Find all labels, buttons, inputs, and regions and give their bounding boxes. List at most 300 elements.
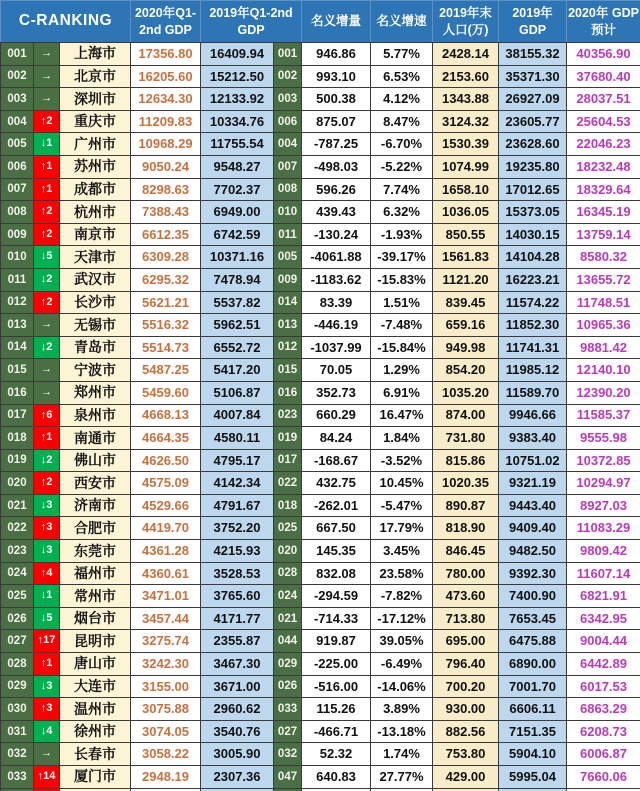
nominal-increment-cell: 352.73 xyxy=(302,381,371,404)
rank-2019-cell: 020 xyxy=(274,540,302,563)
header-nominal-increment: 名义增量 xyxy=(302,1,371,43)
nominal-growth-cell: 1.51% xyxy=(371,291,433,314)
gdp-2020-forecast-cell: 6342.95 xyxy=(567,607,640,630)
rank-2019-cell: 006 xyxy=(274,110,302,133)
nominal-growth-cell: 1.29% xyxy=(371,359,433,382)
nominal-increment-cell: 432.75 xyxy=(302,472,371,495)
gdp-2019-cell: 9443.40 xyxy=(499,494,567,517)
population-cell: 854.20 xyxy=(433,359,499,382)
gdp-2020q-cell: 5487.25 xyxy=(131,359,201,382)
gdp-2020-forecast-cell: 11083.29 xyxy=(567,517,640,540)
gdp-2019-cell: 9392.30 xyxy=(499,562,567,585)
rank-change-cell: ↑2 xyxy=(34,223,60,246)
gdp-2019-cell: 9321.19 xyxy=(499,472,567,495)
gdp-2020q-cell: 3058.22 xyxy=(131,743,201,766)
nominal-growth-cell: 17.79% xyxy=(371,517,433,540)
gdp-2019-cell: 9946.66 xyxy=(499,404,567,427)
city-name-cell: 苏州市 xyxy=(60,155,131,178)
rank-2019-cell: 002 xyxy=(274,65,302,88)
rank-2020-cell: 030 xyxy=(1,698,34,721)
gdp-2020-forecast-cell: 22046.23 xyxy=(567,133,640,156)
table-row xyxy=(1,246,640,269)
nominal-growth-cell: -13.18% xyxy=(371,720,433,743)
city-name-cell: 宁波市 xyxy=(60,359,131,382)
rank-2019-cell: 009 xyxy=(274,268,302,291)
gdp-2020q-cell: 7388.43 xyxy=(131,201,201,224)
rank-2019-cell: 026 xyxy=(274,675,302,698)
rank-2020-cell: 016 xyxy=(1,381,34,404)
nominal-increment-cell: 145.35 xyxy=(302,540,371,563)
city-name-cell: 西安市 xyxy=(60,472,131,495)
rank-2019-cell: 019 xyxy=(274,427,302,450)
gdp-2019q-cell: 6552.72 xyxy=(201,336,274,359)
gdp-2020q-cell: 5516.32 xyxy=(131,314,201,337)
rank-2020-cell: 032 xyxy=(1,743,34,766)
gdp-2020q-cell: 4419.70 xyxy=(131,517,201,540)
gdp-2019q-cell: 3467.30 xyxy=(201,653,274,676)
nominal-growth-cell: 27.77% xyxy=(371,766,433,789)
nominal-increment-cell: 919.87 xyxy=(302,630,371,653)
population-cell: 659.16 xyxy=(433,314,499,337)
rank-2019-cell: 013 xyxy=(274,314,302,337)
rank-2020-cell: 022 xyxy=(1,517,34,540)
population-cell: 874.00 xyxy=(433,404,499,427)
rank-2019-cell: 047 xyxy=(274,766,302,789)
city-name-cell: 北京市 xyxy=(60,65,131,88)
table-row xyxy=(1,404,640,427)
rank-2019-cell: 018 xyxy=(274,494,302,517)
nominal-increment-cell: -262.01 xyxy=(302,494,371,517)
table-row xyxy=(1,381,640,404)
population-cell: 1561.83 xyxy=(433,246,499,269)
rank-change-cell: ↑1 xyxy=(34,178,60,201)
gdp-2019q-cell: 2355.87 xyxy=(201,630,274,653)
city-name-cell: 大连市 xyxy=(60,675,131,698)
gdp-2020-forecast-cell: 11748.51 xyxy=(567,291,640,314)
rank-2019-cell: 029 xyxy=(274,653,302,676)
rank-change-cell: ↓3 xyxy=(34,494,60,517)
rank-2019-cell: 011 xyxy=(274,223,302,246)
table-row xyxy=(1,585,640,608)
gdp-2020-forecast-cell: 13655.72 xyxy=(567,268,640,291)
table-row xyxy=(1,133,640,156)
city-name-cell: 福州市 xyxy=(60,562,131,585)
gdp-2020-forecast-cell: 9881.42 xyxy=(567,336,640,359)
rank-change-cell: → xyxy=(34,88,60,111)
gdp-2019q-cell: 11755.54 xyxy=(201,133,274,156)
population-cell: 713.80 xyxy=(433,607,499,630)
rank-change-cell: ↑2 xyxy=(34,201,60,224)
population-cell: 2428.14 xyxy=(433,43,499,66)
header-nominal-growth: 名义增速 xyxy=(371,1,433,43)
population-cell: 850.55 xyxy=(433,223,499,246)
gdp-2019-cell: 6606.11 xyxy=(499,698,567,721)
city-name-cell: 烟台市 xyxy=(60,607,131,630)
gdp-2020-forecast-cell: 37680.40 xyxy=(567,65,640,88)
gdp-2020-forecast-cell: 10294.97 xyxy=(567,472,640,495)
gdp-2019-cell: 9383.40 xyxy=(499,427,567,450)
rank-change-cell: → xyxy=(34,381,60,404)
gdp-2019-cell: 7400.90 xyxy=(499,585,567,608)
rank-change-cell: ↓5 xyxy=(34,246,60,269)
nominal-increment-cell: 83.39 xyxy=(302,291,371,314)
gdp-2020-forecast-cell: 6863.29 xyxy=(567,698,640,721)
table-row xyxy=(1,178,640,201)
nominal-growth-cell: 1.74% xyxy=(371,743,433,766)
rank-change-cell: → xyxy=(34,743,60,766)
rank-change-cell: ↓2 xyxy=(34,268,60,291)
gdp-2020q-cell: 2948.19 xyxy=(131,766,201,789)
rank-change-cell: ↑1 xyxy=(34,653,60,676)
population-cell: 890.87 xyxy=(433,494,499,517)
nominal-increment-cell: -714.33 xyxy=(302,607,371,630)
rank-2020-cell: 018 xyxy=(1,427,34,450)
rank-2019-cell: 044 xyxy=(274,630,302,653)
nominal-growth-cell: -6.70% xyxy=(371,133,433,156)
nominal-increment-cell: -4061.88 xyxy=(302,246,371,269)
gdp-2020-forecast-cell: 10372.85 xyxy=(567,449,640,472)
rank-2019-cell: 017 xyxy=(274,449,302,472)
gdp-2020-forecast-cell: 6442.89 xyxy=(567,653,640,676)
city-name-cell: 温州市 xyxy=(60,698,131,721)
gdp-2020-forecast-cell: 8580.32 xyxy=(567,246,640,269)
gdp-2019q-cell: 10334.76 xyxy=(201,110,274,133)
gdp-2019q-cell: 4215.93 xyxy=(201,540,274,563)
city-name-cell: 南通市 xyxy=(60,427,131,450)
rank-2019-cell: 012 xyxy=(274,336,302,359)
rank-2020-cell: 019 xyxy=(1,449,34,472)
nominal-increment-cell: -1037.99 xyxy=(302,336,371,359)
population-cell: 700.20 xyxy=(433,675,499,698)
nominal-growth-cell: -7.82% xyxy=(371,585,433,608)
gdp-2020-forecast-cell: 6208.73 xyxy=(567,720,640,743)
gdp-2019q-cell: 4791.67 xyxy=(201,494,274,517)
gdp-2020q-cell: 3275.74 xyxy=(131,630,201,653)
rank-2020-cell: 027 xyxy=(1,630,34,653)
population-cell: 1530.39 xyxy=(433,133,499,156)
table-row xyxy=(1,359,640,382)
gdp-2019q-cell: 3671.00 xyxy=(201,675,274,698)
nominal-increment-cell: 70.05 xyxy=(302,359,371,382)
nominal-increment-cell: 84.24 xyxy=(302,427,371,450)
gdp-2020-forecast-cell: 18232.48 xyxy=(567,155,640,178)
rank-2020-cell: 021 xyxy=(1,494,34,517)
gdp-2020q-cell: 3075.88 xyxy=(131,698,201,721)
city-name-cell: 天津市 xyxy=(60,246,131,269)
nominal-increment-cell: 640.83 xyxy=(302,766,371,789)
rank-2019-cell: 025 xyxy=(274,517,302,540)
nominal-growth-cell: -15.83% xyxy=(371,268,433,291)
nominal-growth-cell: 6.53% xyxy=(371,65,433,88)
nominal-growth-cell: 3.45% xyxy=(371,540,433,563)
city-name-cell: 杭州市 xyxy=(60,201,131,224)
city-name-cell: 广州市 xyxy=(60,133,131,156)
table-body xyxy=(1,43,640,791)
rank-2020-cell: 003 xyxy=(1,88,34,111)
population-cell: 1035.20 xyxy=(433,381,499,404)
nominal-growth-cell: 4.12% xyxy=(371,88,433,111)
rank-2019-cell: 001 xyxy=(274,43,302,66)
gdp-2020-forecast-cell: 9004.44 xyxy=(567,630,640,653)
gdp-2020-forecast-cell: 11607.14 xyxy=(567,562,640,585)
table-row xyxy=(1,65,640,88)
rank-2019-cell: 015 xyxy=(274,359,302,382)
header-gdp-2019: 2019年 GDP xyxy=(499,1,567,43)
rank-change-cell: ↑3 xyxy=(34,517,60,540)
nominal-growth-cell: -5.22% xyxy=(371,155,433,178)
gdp-2019q-cell: 2960.62 xyxy=(201,698,274,721)
table-row xyxy=(1,427,640,450)
nominal-increment-cell: -294.59 xyxy=(302,585,371,608)
city-name-cell: 济南市 xyxy=(60,494,131,517)
rank-2019-cell: 010 xyxy=(274,201,302,224)
gdp-2019-cell: 14030.15 xyxy=(499,223,567,246)
population-cell: 815.86 xyxy=(433,449,499,472)
table-row xyxy=(1,540,640,563)
population-cell: 1343.88 xyxy=(433,88,499,111)
nominal-increment-cell: -168.67 xyxy=(302,449,371,472)
gdp-2020q-cell: 9050.24 xyxy=(131,155,201,178)
nominal-growth-cell: -14.06% xyxy=(371,675,433,698)
nominal-growth-cell: 3.89% xyxy=(371,698,433,721)
city-name-cell: 重庆市 xyxy=(60,110,131,133)
rank-change-cell: ↑17 xyxy=(34,630,60,653)
nominal-increment-cell: 439.43 xyxy=(302,201,371,224)
gdp-2019-cell: 16223.21 xyxy=(499,268,567,291)
rank-2020-cell: 006 xyxy=(1,155,34,178)
gdp-2020-forecast-cell: 6017.53 xyxy=(567,675,640,698)
gdp-2019q-cell: 3005.90 xyxy=(201,743,274,766)
population-cell: 930.00 xyxy=(433,698,499,721)
gdp-2019-cell: 11852.30 xyxy=(499,314,567,337)
nominal-increment-cell: 115.26 xyxy=(302,698,371,721)
rank-2020-cell: 029 xyxy=(1,675,34,698)
rank-2019-cell: 004 xyxy=(274,133,302,156)
gdp-2019q-cell: 3752.20 xyxy=(201,517,274,540)
nominal-growth-cell: 1.84% xyxy=(371,427,433,450)
city-name-cell: 无锡市 xyxy=(60,314,131,337)
population-cell: 882.56 xyxy=(433,720,499,743)
rank-change-cell: ↓1 xyxy=(34,585,60,608)
gdp-2020q-cell: 5459.60 xyxy=(131,381,201,404)
gdp-2019-cell: 6890.00 xyxy=(499,653,567,676)
table-row xyxy=(1,517,640,540)
gdp-2020q-cell: 6612.35 xyxy=(131,223,201,246)
population-cell: 1020.35 xyxy=(433,472,499,495)
gdp-2019-cell: 11574.22 xyxy=(499,291,567,314)
gdp-2020q-cell: 3242.30 xyxy=(131,653,201,676)
gdp-2019q-cell: 16409.94 xyxy=(201,43,274,66)
gdp-2019-cell: 7653.45 xyxy=(499,607,567,630)
table-row xyxy=(1,223,640,246)
population-cell: 780.00 xyxy=(433,562,499,585)
gdp-2019q-cell: 2307.36 xyxy=(201,766,274,789)
population-cell: 1121.20 xyxy=(433,268,499,291)
population-cell: 473.60 xyxy=(433,585,499,608)
gdp-2020q-cell: 4626.50 xyxy=(131,449,201,472)
gdp-2020q-cell: 3457.44 xyxy=(131,607,201,630)
rank-change-cell: ↑14 xyxy=(34,766,60,789)
nominal-growth-cell: 6.32% xyxy=(371,201,433,224)
gdp-2020q-cell: 5514.73 xyxy=(131,336,201,359)
city-name-cell: 深圳市 xyxy=(60,88,131,111)
table-row xyxy=(1,268,640,291)
gdp-2020q-cell: 3074.05 xyxy=(131,720,201,743)
table-row xyxy=(1,743,640,766)
gdp-2020-forecast-cell: 12140.10 xyxy=(567,359,640,382)
header-row xyxy=(1,1,640,43)
gdp-2020-forecast-cell: 8927.03 xyxy=(567,494,640,517)
gdp-2020q-cell: 6295.32 xyxy=(131,268,201,291)
gdp-2020-forecast-cell: 6006.87 xyxy=(567,743,640,766)
rank-2019-cell: 028 xyxy=(274,562,302,585)
nominal-growth-cell: -15.84% xyxy=(371,336,433,359)
rank-2019-cell: 022 xyxy=(274,472,302,495)
nominal-growth-cell: 39.05% xyxy=(371,630,433,653)
population-cell: 1074.99 xyxy=(433,155,499,178)
rank-change-cell: ↓3 xyxy=(34,675,60,698)
city-name-cell: 合肥市 xyxy=(60,517,131,540)
nominal-growth-cell: -7.48% xyxy=(371,314,433,337)
nominal-growth-cell: -17.12% xyxy=(371,607,433,630)
rank-change-cell: ↑1 xyxy=(34,155,60,178)
table-row xyxy=(1,698,640,721)
rank-2020-cell: 010 xyxy=(1,246,34,269)
gdp-2019q-cell: 6949.00 xyxy=(201,201,274,224)
population-cell: 839.45 xyxy=(433,291,499,314)
gdp-2020q-cell: 17356.80 xyxy=(131,43,201,66)
nominal-increment-cell: 660.29 xyxy=(302,404,371,427)
gdp-2019q-cell: 5106.87 xyxy=(201,381,274,404)
gdp-2019-cell: 11985.12 xyxy=(499,359,567,382)
rank-change-cell: ↓5 xyxy=(34,607,60,630)
rank-2019-cell: 016 xyxy=(274,381,302,404)
table-row xyxy=(1,720,640,743)
gdp-2020q-cell: 4664.35 xyxy=(131,427,201,450)
rank-2019-cell: 008 xyxy=(274,178,302,201)
rank-change-cell: → xyxy=(34,65,60,88)
nominal-growth-cell: 23.58% xyxy=(371,562,433,585)
gdp-2019-cell: 26927.09 xyxy=(499,88,567,111)
population-cell: 949.98 xyxy=(433,336,499,359)
nominal-growth-cell: -3.52% xyxy=(371,449,433,472)
gdp-2020q-cell: 10968.29 xyxy=(131,133,201,156)
table-row xyxy=(1,88,640,111)
rank-change-cell: → xyxy=(34,43,60,66)
gdp-2019q-cell: 4142.34 xyxy=(201,472,274,495)
nominal-growth-cell: 7.74% xyxy=(371,178,433,201)
table-row xyxy=(1,562,640,585)
gdp-2019q-cell: 5417.20 xyxy=(201,359,274,382)
gdp-2019-cell: 23628.60 xyxy=(499,133,567,156)
nominal-growth-cell: 16.47% xyxy=(371,404,433,427)
rank-2020-cell: 009 xyxy=(1,223,34,246)
population-cell: 1036.05 xyxy=(433,201,499,224)
gdp-2020q-cell: 11209.83 xyxy=(131,110,201,133)
nominal-increment-cell: 832.08 xyxy=(302,562,371,585)
rank-2020-cell: 001 xyxy=(1,43,34,66)
gdp-2020-forecast-cell: 40356.90 xyxy=(567,43,640,66)
nominal-growth-cell: 8.47% xyxy=(371,110,433,133)
gdp-2019q-cell: 15212.50 xyxy=(201,65,274,88)
gdp-2019q-cell: 4007.84 xyxy=(201,404,274,427)
gdp-2020-forecast-cell: 13759.14 xyxy=(567,223,640,246)
nominal-increment-cell: -130.24 xyxy=(302,223,371,246)
gdp-2020q-cell: 4668.13 xyxy=(131,404,201,427)
nominal-growth-cell: 5.77% xyxy=(371,43,433,66)
gdp-2019-cell: 6475.88 xyxy=(499,630,567,653)
rank-2020-cell: 007 xyxy=(1,178,34,201)
city-name-cell: 青岛市 xyxy=(60,336,131,359)
nominal-increment-cell: -466.71 xyxy=(302,720,371,743)
gdp-2019q-cell: 3540.76 xyxy=(201,720,274,743)
population-cell: 818.90 xyxy=(433,517,499,540)
nominal-growth-cell: -39.17% xyxy=(371,246,433,269)
rank-change-cell: ↑3 xyxy=(34,698,60,721)
nominal-increment-cell: -787.25 xyxy=(302,133,371,156)
city-name-cell: 唐山市 xyxy=(60,653,131,676)
gdp-2020q-cell: 4529.66 xyxy=(131,494,201,517)
city-name-cell: 厦门市 xyxy=(60,766,131,789)
city-name-cell: 泉州市 xyxy=(60,404,131,427)
gdp-2019q-cell: 7702.37 xyxy=(201,178,274,201)
header-c-ranking: C-RANKING xyxy=(1,1,131,43)
table-row xyxy=(1,494,640,517)
rank-change-cell: ↑2 xyxy=(34,110,60,133)
nominal-increment-cell: -1183.62 xyxy=(302,268,371,291)
table-row xyxy=(1,472,640,495)
nominal-increment-cell: -516.00 xyxy=(302,675,371,698)
gdp-2020-forecast-cell: 16345.19 xyxy=(567,201,640,224)
population-cell: 731.80 xyxy=(433,427,499,450)
city-name-cell: 郑州市 xyxy=(60,381,131,404)
gdp-2019-cell: 35371.30 xyxy=(499,65,567,88)
city-name-cell: 长春市 xyxy=(60,743,131,766)
rank-2019-cell: 005 xyxy=(274,246,302,269)
nominal-growth-cell: 10.45% xyxy=(371,472,433,495)
table-row xyxy=(1,291,640,314)
rank-change-cell: ↑6 xyxy=(34,404,60,427)
population-cell: 1658.10 xyxy=(433,178,499,201)
nominal-increment-cell: -225.00 xyxy=(302,653,371,676)
gdp-2019-cell: 17012.65 xyxy=(499,178,567,201)
rank-2019-cell: 033 xyxy=(274,698,302,721)
rank-2020-cell: 020 xyxy=(1,472,34,495)
city-name-cell: 东莞市 xyxy=(60,540,131,563)
gdp-2019q-cell: 9548.27 xyxy=(201,155,274,178)
rank-2020-cell: 033 xyxy=(1,766,34,789)
table-row xyxy=(1,336,640,359)
rank-change-cell: → xyxy=(34,359,60,382)
gdp-2019-cell: 9409.40 xyxy=(499,517,567,540)
gdp-2020-forecast-cell: 6821.91 xyxy=(567,585,640,608)
gdp-2020-forecast-cell: 10965.36 xyxy=(567,314,640,337)
rank-change-cell: ↓1 xyxy=(34,133,60,156)
population-cell: 753.80 xyxy=(433,743,499,766)
table-row xyxy=(1,630,640,653)
population-cell: 3124.32 xyxy=(433,110,499,133)
gdp-2020q-cell: 16205.60 xyxy=(131,65,201,88)
table-row xyxy=(1,675,640,698)
rank-2020-cell: 028 xyxy=(1,653,34,676)
table-row xyxy=(1,155,640,178)
table-row xyxy=(1,110,640,133)
rank-2020-cell: 013 xyxy=(1,314,34,337)
table-row xyxy=(1,201,640,224)
gdp-2020q-cell: 4575.09 xyxy=(131,472,201,495)
header-population-2019: 2019年末 人口(万) xyxy=(433,1,499,43)
gdp-2019-cell: 7151.35 xyxy=(499,720,567,743)
